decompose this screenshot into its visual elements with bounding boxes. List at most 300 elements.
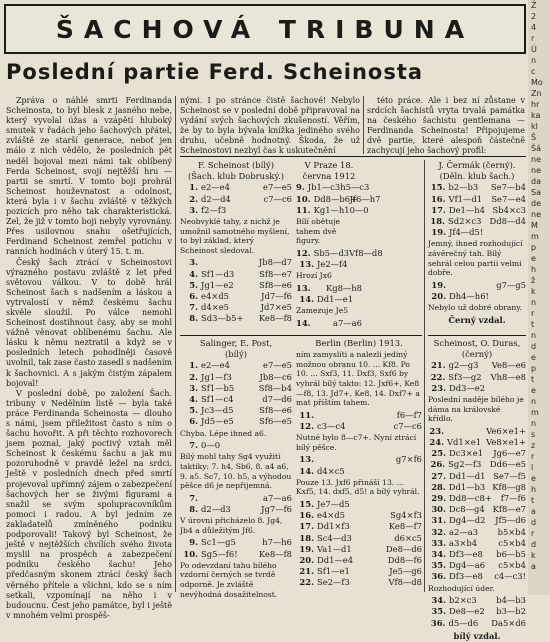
white-move: Sf3—g2 [448,371,482,382]
move-row [296,204,369,216]
move-number: 3. [189,257,198,268]
move-row [180,504,292,515]
edge-fragment: s [531,430,536,439]
edge-fragment: n [531,298,537,307]
white-move [314,283,326,294]
move-number: 19. [431,227,446,238]
white-move: d4×e5 [201,302,229,313]
annotation: Bílí obětuje tahem dvě figury. [296,217,340,246]
column-divider [363,96,364,154]
move-number: 31. [431,515,446,526]
black-move: Dd8—f6 [387,554,422,565]
move-row [428,216,526,227]
white-move [449,280,493,291]
move-row [180,360,292,371]
annotation: Nutné bylo 8—c7+. Nyní ztrácí bílý pěšce. [296,433,417,452]
move-row [180,313,292,324]
move-number: 13. [296,282,311,293]
move-row [428,280,526,291]
white-move: Dd3—e2 [449,382,486,393]
white-move: Sb5—d3 [313,247,350,258]
white-move [314,318,333,329]
move-number: 6. [189,291,198,301]
black-move: Kf8—g8 [492,481,526,492]
white-move: Sc1—g5 [201,537,236,548]
white-move: Dc3×e1 [449,448,484,459]
game-white-player: F. Scheinost (bílý) [197,160,275,170]
move-row [296,247,383,259]
annotation: Poslední naděje bílého je dáma na královské křídlo. [428,395,524,424]
black-move: h5—c3 [340,182,370,193]
move-list [180,257,292,324]
move-number: 21. [431,360,446,371]
move-row [296,193,381,205]
white-move [201,257,245,268]
move-row [428,448,526,459]
white-move: f2—f3 [201,204,227,215]
move-number: 35. [431,606,446,617]
black-move [361,499,422,510]
white-move: a3×b4 [449,537,478,548]
edge-fragment: e [531,353,536,362]
move-list [296,454,422,476]
white-move: Sf1—c4 [201,394,234,405]
edge-fragment: Ž [531,1,537,10]
black-move: a7—a6 [262,492,292,503]
edge-fragment: k [531,551,536,560]
white-move: Jd5—e5 [201,416,234,427]
move-row [296,294,362,305]
edge-fragment: e [531,474,536,483]
black-move: Sf8—e6 [259,279,292,290]
move-list [180,537,292,559]
move-row [180,394,292,405]
annotation: Neobvyklé tahy, z nichž je umožnil samotného myšlení, to byl základ, který Scheinost sledoval. [180,217,290,255]
move-row [296,521,422,532]
move-number: 5. [189,405,198,416]
move-row [296,555,422,566]
white-move: Dd8—b6+ [313,193,358,204]
annotation: Hrozí Jx6 [296,271,332,281]
paragraph: této práce. Ale i bez ní zůstane v srdcích šachistů vryta trvalá památka na českého šachistu gentlemana — Ferdinanda Scheinosta! Připojujeme dvě partie, které alespoň částečně zachycují jeho šachový profil: [367,96,525,156]
move-number: 23. [429,425,444,436]
white-move: Sf1—d3 [201,268,235,279]
move-number: 19. [299,543,314,554]
edge-fragment: n [531,331,537,340]
move-row [180,549,292,560]
black-move: Dd8—d4 [489,216,526,227]
move-number: 14. [299,294,314,304]
white-move: 0—0 [201,440,221,451]
move-row [180,205,292,216]
annotation: Po odevzdaní tahu bílého vzdorní černých se tvrdě odporně. Je zvláště nevýhodná dosažitelnost. [180,560,278,599]
move-row [296,318,362,329]
black-move: Jd7×e5 [260,302,292,313]
move-row [428,437,526,448]
move-row [428,182,526,193]
move-row [296,454,422,465]
move-number: 23. [431,382,446,393]
move-number: 24. [429,437,444,447]
move-row [296,533,422,544]
move-number: 7. [189,440,198,451]
move-row [180,280,292,291]
black-move [493,227,526,238]
move-row [428,560,526,571]
move-number: 15. [430,182,446,193]
move-number: 7. [189,302,198,313]
game-salinger-1913 [180,338,292,599]
game-white-note: (bílý) [225,349,247,360]
edge-fragment: t [531,375,535,384]
game-result: bílý vzdal. [453,630,501,641]
move-number: 9. [189,537,198,548]
black-move: Jb8—c6 [259,371,292,382]
white-move: Je2—f4 [317,259,348,269]
white-move: Jc3—d5 [201,405,234,416]
move-row [296,283,362,294]
move-list [180,493,292,515]
move-list [428,182,526,238]
black-move [245,440,292,451]
move-row [180,537,292,548]
move-number: 22. [299,577,314,588]
move-row [428,515,526,526]
move-row [428,426,526,437]
move-list [296,182,381,216]
move-row [180,182,292,193]
edge-fragment: e [531,254,536,263]
game-scheinost-1912 [180,160,292,335]
move-number: 8. [189,504,198,514]
black-move: Ke8—f8 [258,313,292,324]
paragraph: Český šach ztrácí v Scheinostovi výrazného postavu zvláště z let před světovou válkou. V to době hrál Scheinost šach s nadšením a láskou a vytrvalostí v němž českému šachu skvěle sloužil. Po válce nemohl Scheinost dostihnout časy, aby se mohl vážně věnovat oblíbenému šachu. Ale lásku k němu neztratil a když se v posledních letech pohodlněji časově uvolnil, tak zase často zasedl s nadšením k šachovnici. A s jakým čistým zápalem bojoval! [6,257,172,388]
move-number: 17. [299,521,314,532]
edge-fragment: 4 [531,23,537,32]
edge-fragment: r [531,452,535,461]
move-number: 20. [431,291,446,301]
move-number: 7. [189,492,198,503]
move-row [428,618,526,629]
edge-fragment: a [531,562,536,571]
move-number: 30. [431,504,446,515]
move-number: 18. [299,532,314,543]
move-list [428,426,526,583]
move-number: 21. [299,566,314,577]
white-move: e4×d5 [201,291,229,301]
section-divider [428,335,526,336]
move-number: 14. [299,465,314,476]
edge-fragment: z [531,441,536,450]
move-number: 25. [431,448,446,459]
move-row [180,257,292,268]
move-row [180,493,292,504]
white-move: Sf1—b5 [201,382,235,393]
move-number: 16. [299,510,314,521]
move-row [428,471,526,482]
move-number: 27. [431,470,446,481]
black-move: d6×c5 [394,532,422,543]
white-move: De8—e2 [449,606,485,617]
paragraph: nými. I po stránce čistě šachové! Nebylo Scheinost se v poslední době připravoval na vydání svých šachových zkušeností. Věřím, že by to byla bývala knížka jediného svého druhu, učebně hodnotný. Škoda, že už Scheinostovi nezbyl čas k uskutečnění [180,96,360,156]
black-move: Dd6—e5 [489,459,526,470]
move-row [180,194,292,205]
move-number: 5. [189,279,198,290]
move-row [428,538,526,549]
edge-fragment: n [531,419,537,428]
move-row [180,440,292,451]
move-number: 22. [430,371,446,382]
move-number: 2. [189,193,198,204]
black-move: c5×b4 [498,560,526,571]
edge-fragment: ž [531,276,536,285]
white-move: a2—a3 [449,526,479,537]
move-number: 6. [189,416,198,427]
white-move: Se2—f3 [317,577,350,588]
black-move [493,383,526,394]
move-number: 1. [189,360,198,371]
white-move: Sg5—f6! [201,548,238,559]
white-move [317,454,361,465]
white-move: Dc8—g4 [448,504,485,515]
edge-fragment: t [531,320,535,329]
move-number: 1. [189,182,198,193]
black-move: Se7—f5 [493,470,526,481]
game-duras [428,338,526,641]
move-row [296,577,422,588]
black-move: c4—c3! [494,571,526,582]
black-move: Kf8—e7 [492,504,526,515]
black-move: f7—f6 [500,493,526,504]
game-scheinost-1912-cont [296,160,383,335]
move-number: 10. [183,548,198,559]
move-number: 2. [189,371,198,382]
move-number: 26. [430,459,446,470]
move-list [428,360,526,394]
black-move: Kg8—h8 [325,282,362,293]
move-number: 14. [296,317,311,328]
black-move: b5×b4 [497,526,526,537]
move-number: 18. [430,216,445,227]
move-number: 32. [431,526,446,537]
black-move: Jd7—f6 [261,291,292,301]
move-number: 8. [189,313,198,324]
edge-fragment: d [531,518,537,527]
move-number: 11. [299,409,314,420]
white-move: Dd1—d1 [449,470,486,481]
annotation: Nebylo už dobré obrany. [428,303,523,313]
move-number: 4. [189,394,198,405]
white-move: e2—e4 [201,182,230,193]
article-column-3 [367,96,525,154]
move-row [296,421,422,432]
white-move: Dd8—c8+ [449,493,492,504]
edge-fragment: e [531,386,536,395]
white-move: Sf1—e1 [317,566,350,577]
move-number: 12. [299,420,314,431]
move-row [180,291,292,302]
black-move: Sf8—b4 [258,382,292,393]
black-move: a7—a6 [332,317,362,328]
move-row [296,466,422,477]
black-move: Se7—e4 [491,193,526,204]
black-move: g7×f6 [395,454,422,465]
game-white-player: Salinger, E. Post, [199,338,273,348]
white-move: d2—d3 [201,504,231,514]
black-move: Jb8—d7 [258,257,292,268]
game-black-note: (černý) [461,349,493,360]
white-move [317,410,361,421]
move-row [180,405,292,416]
annotation: V úrovni přicházelo 8. Jg4, Jb4 a důležitým Jf6. [180,516,283,535]
edge-fragment: h [531,485,537,494]
black-move: h7—h6 [262,537,292,548]
black-move: Sf8—e6 [259,405,292,416]
white-move: Dg4—a6 [449,560,486,571]
white-move: b2—b3 [448,182,479,193]
black-move: Sf6—e5 [259,416,292,427]
edge-fragment: c [531,67,536,76]
edge-fragment: ne [531,155,541,164]
white-move: Dd1—b3 [448,481,486,492]
move-number: 9. [296,182,305,193]
adjacent-column-edge [528,0,550,595]
edge-fragment: p [531,243,537,252]
move-row [428,606,526,617]
white-move: Sd2×c3 [447,216,482,227]
move-list [180,182,292,216]
move-number: 3. [189,382,198,393]
move-row [428,482,526,493]
white-move: c3—c4 [317,420,346,431]
section-header [4,4,526,54]
paragraph: Zpráva o náhlé smrti Ferdinanda Scheinosta, to byl blesk z jasného nebe, který vyvolal úžas a vzápětí hluboký smutek v řadách jeho šachových přátel, zvláště ze starší generace, neboť jen málo z nich vědělo, že posledních pět neděl bojoval mezi námi tak oblíbený Ferda Scheinost, svojí nejtěžší hru — partii se smrtí. V tomto boji prohrál Scheinost houževnatost a odolnost, která byla i v šachu zvláště v těžkých pozicích pro něho tak charakteristická. Zel, že již v tomto boji nebyly vyrovnány. Přes usilovnou snahu ošetřujících, Ferdinand Scheinost zemřel potichu v ranních hodinách v úterý 15. t. m. [6,96,172,257]
white-move: e2—e4 [201,360,230,371]
black-move: c7—c6 [393,420,422,431]
edge-fragment: n [531,56,537,65]
move-row [296,566,422,577]
black-move [353,294,362,305]
black-move: e7—e5 [263,182,292,193]
black-move: e7—e5 [263,360,292,371]
white-move: Jg1—e2 [201,279,234,290]
black-move: d7—d6 [262,394,292,405]
black-move: c7—c6 [263,193,292,204]
black-move: 0—0 [349,204,369,215]
black-move: b4—b3 [496,595,526,606]
black-move: Ve8×e1+ [486,437,526,447]
move-list [428,280,526,302]
edge-fragment: m [531,408,539,417]
move-list [296,410,422,432]
black-move: Jg7—f6 [261,504,292,514]
move-number: 34. [431,549,446,560]
white-move: g2—g3 [448,360,479,371]
game-salinger-1913-cont [296,338,422,595]
move-row [180,416,292,427]
move-row [296,410,422,421]
black-move: Ke8—f7 [388,521,422,532]
edge-fragment: r [531,529,535,538]
move-number: 20. [299,554,314,565]
move-row [296,259,362,270]
move-row [428,291,526,302]
game-result: Černý vzdal. [448,314,506,325]
white-move: Sg2—f3 [448,459,482,470]
move-row [428,493,526,504]
move-number: 34. [431,595,446,606]
annotation: ním zamyslíti a nalezli jediný možnou obranu 10. ... Kf8. Po 10. ... Sxf3, 11. Dxf3, Sxf6 by vyhrál bílý takto: 12. Jxf6+, Ke8—f8, 13. Jd7+, Ke8, 14. Dxf7+ a mat příštím tahem. [296,350,420,408]
black-move: Jf5—d6 [495,515,526,526]
white-move: d2—d4 [201,193,231,204]
edge-fragment: m [531,232,539,241]
black-move: Sb4×c3 [492,204,526,215]
edge-fragment: a [531,507,536,516]
game-white-player: J. Čermák (černý). [438,160,516,170]
edge-fragment: h [531,265,537,274]
move-list [296,499,422,589]
white-move: Vf1—d1 [448,193,483,204]
edge-fragment: Zn [531,89,542,98]
edge-fragment: d [531,540,537,549]
white-move: Dh4—h6! [449,291,489,301]
move-number: 16. [430,193,446,204]
annotation: Chyba. Lépe ihned a6. [180,428,267,438]
move-list [180,440,292,451]
edge-fragment: ne [531,210,541,219]
edge-fragment: ne [531,166,541,175]
move-number: 10. [296,193,311,204]
black-move: Vh8—e8 [490,371,526,382]
game-white-club: (Šach. klub Dobruský.) [187,171,284,182]
white-move: Jb1—c3 [307,182,341,193]
black-move: Ve6×e1+ [486,425,526,436]
move-row [428,571,526,582]
move-row [428,595,526,606]
black-move: Vf8—d8 [388,577,422,588]
move-row [428,383,526,394]
edge-fragment: d [531,342,537,351]
move-row [296,182,370,193]
section-title: ŠACHOVÁ TRIBUNA [55,14,475,44]
annotation: Bílý mohl tahy Sg4 využití taktiky: 7. h4, Sb6, 8. a4 a6, 9. a5. Sc7, 10. h5, a výhodou pěšce d6 je nepřijemná. [180,452,292,491]
move-number: 17. [431,204,446,215]
move-row [428,549,526,560]
white-move: Jg1—f3 [201,371,232,382]
black-move: Jg6—e7 [493,448,526,459]
move-row [180,269,292,280]
black-move: b3—b2 [496,606,526,617]
move-row [428,459,526,470]
game-white-club: (Děln. klub šach.) [439,171,515,182]
white-move: Dd1×f3 [317,521,350,532]
move-number: 19. [431,279,446,290]
move-row [428,227,526,238]
white-move: e4×d5 [317,510,345,521]
move-row [180,372,292,383]
move-number: 29. [431,493,446,504]
game-cermak [428,160,526,335]
move-number: 12. [296,247,311,258]
move-row [180,302,292,313]
move-row [428,504,526,515]
edge-fragment: ka [531,111,541,120]
move-number: 11. [296,204,311,215]
white-move: d5—d6 [448,617,479,628]
edge-fragment: Š [531,133,537,142]
edge-fragment: 2 [531,12,537,21]
white-move: Vd1×e1 [447,437,482,447]
